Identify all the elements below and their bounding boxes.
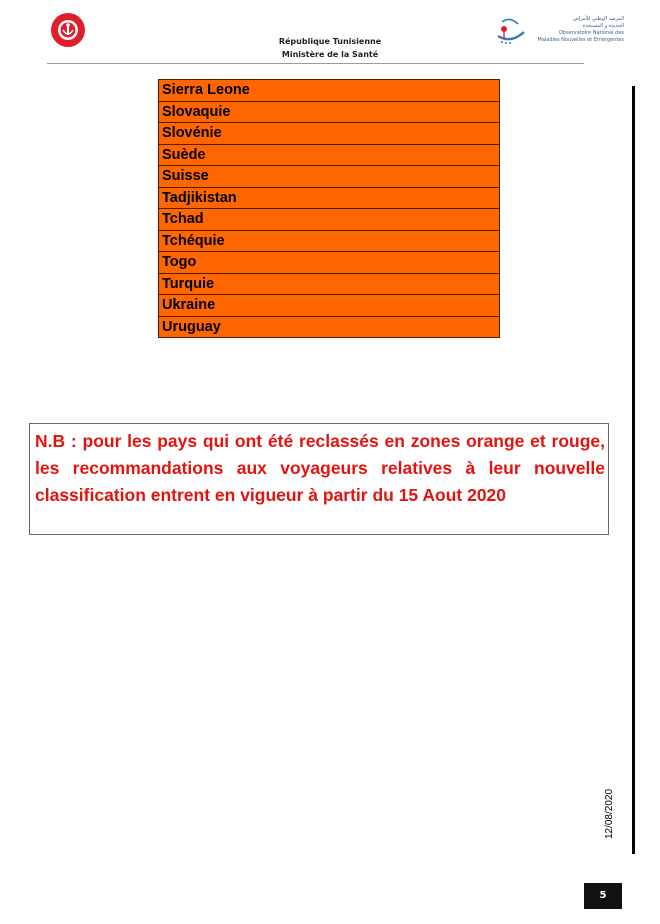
note-text: N.B : pour les pays qui ont été reclassés en zones orange et rouge, les recommandations aux voyageurs relatives à leur nouvelle classification entrent en vigueur à partir du 15 Aout 2020 bbox=[35, 431, 605, 505]
page-side-rule bbox=[632, 86, 635, 854]
header-ministry: Ministère de la Santé bbox=[281, 50, 379, 59]
observatory-french-line2: Maladies Nouvelles et Emergentes bbox=[537, 37, 624, 43]
header-country: République Tunisienne bbox=[278, 37, 382, 46]
table-row bbox=[159, 273, 500, 295]
country-cell: Sierra Leone bbox=[159, 80, 500, 102]
table-row bbox=[159, 230, 500, 252]
country-cell: Uruguay bbox=[159, 316, 500, 338]
country-cell: Slovénie bbox=[159, 123, 500, 145]
table-row bbox=[159, 123, 500, 145]
table-row bbox=[159, 209, 500, 231]
page-number: 5 bbox=[584, 883, 622, 909]
table-row bbox=[159, 101, 500, 123]
observatory-arabic-line1: المرصد الوطني للأمراض bbox=[572, 16, 624, 22]
table-row bbox=[159, 295, 500, 317]
page-header bbox=[0, 0, 660, 70]
country-cell: Slovaquie bbox=[159, 101, 500, 123]
table-row bbox=[159, 316, 500, 338]
document-date: 12/08/2020 bbox=[604, 788, 615, 840]
country-cell: Togo bbox=[159, 252, 500, 274]
countries-table bbox=[158, 79, 500, 338]
table-row bbox=[159, 144, 500, 166]
observatory-french-line1: Observatoire National des bbox=[558, 30, 624, 36]
observatory-arabic-line2: الجديدة و المستجدة bbox=[582, 23, 624, 29]
country-cell: Ukraine bbox=[159, 295, 500, 317]
country-cell: Tadjikistan bbox=[159, 187, 500, 209]
table-row bbox=[159, 252, 500, 274]
country-cell: Turquie bbox=[159, 273, 500, 295]
country-cell: Suède bbox=[159, 144, 500, 166]
header-divider bbox=[47, 63, 584, 64]
table-row bbox=[159, 166, 500, 188]
country-cell: Tchéquie bbox=[159, 230, 500, 252]
country-cell: Suisse bbox=[159, 166, 500, 188]
note-box bbox=[29, 423, 609, 535]
table-row bbox=[159, 187, 500, 209]
table-row bbox=[159, 80, 500, 102]
country-cell: Tchad bbox=[159, 209, 500, 231]
